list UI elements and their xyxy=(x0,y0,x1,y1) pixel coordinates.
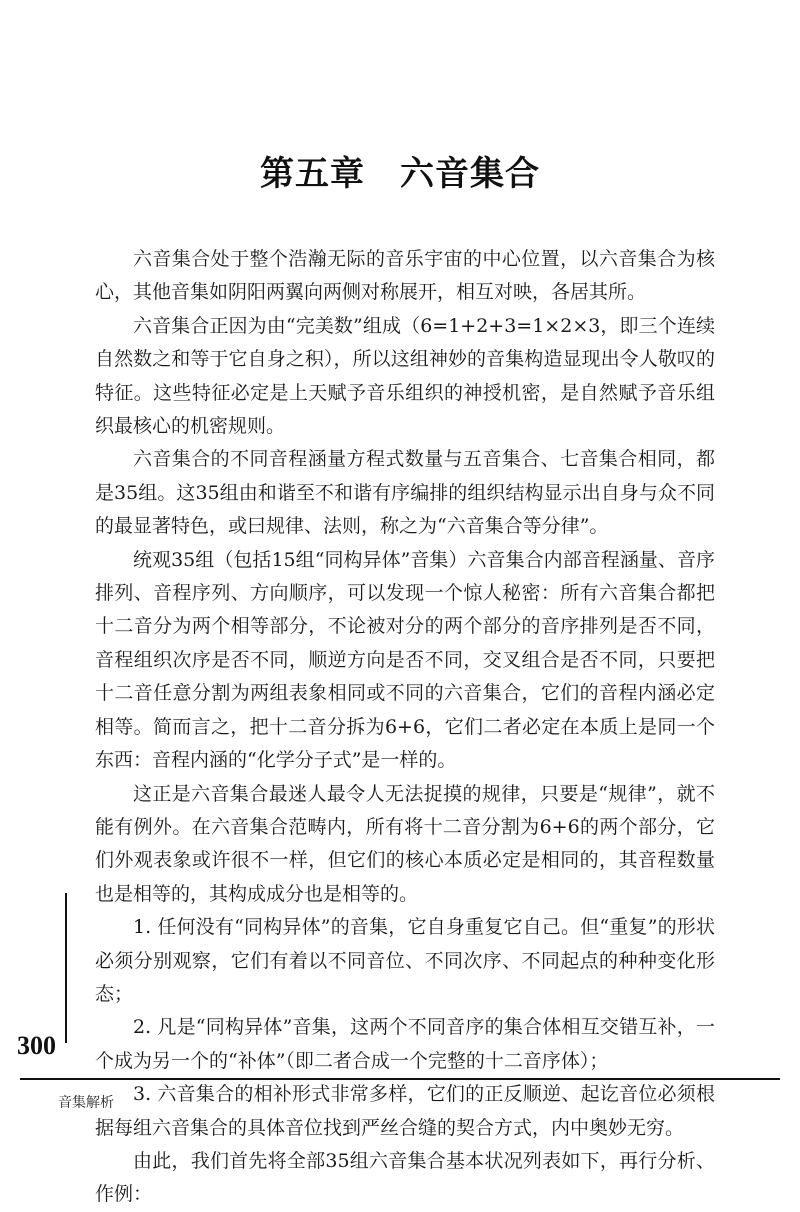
paragraph: 六音集合的不同音程涵量方程式数量与五音集合、七音集合相同，都是35组。这35组由和谐至不和谐有序编排的组织结构显示出自身与众不同的最显著特色，或曰规律、法则，称之为“六音集合等分律”。 xyxy=(95,448,715,538)
running-footer: 音集解析 xyxy=(58,1095,114,1111)
paragraph: 统观35组（包括15组“同构异体”音集）六音集合内部音程涵量、音序排列、音程序列、方向顺序，可以发现一个惊人秘密：所有六音集合都把十二音分为两个相等部分，不论被对分的两个部分的音序排列是否不同，音程组织次序是否不同，顺逆方向是否不同，交叉组合是否不同，只要把十二音任意分割为两组表象相同或不同的六音集合，它们的音程内涵必定相等。简而言之，把十二音分拆为6+6，它们二者必定在本质上是同一个东西：音程内涵的“化学分子式”是一样的。 xyxy=(95,548,715,772)
paragraph: 这正是六音集合最迷人最令人无法捉摸的规律，只要是“规律”，就不能有例外。在六音集合范畴内，所有将十二音分割为6+6的两个部分，它们外观表象或许很不一样，但它们的核心本质必定是相同的，其音程数量也是相等的，其构成成分也是相等的。 xyxy=(95,782,715,905)
paragraph: 六音集合处于整个浩瀚无际的音乐宇宙的中心位置，以六音集合为核心，其他音集如阴阳两翼向两侧对称展开，相互对映，各居其所。 xyxy=(95,248,715,304)
margin-rule xyxy=(65,893,67,1043)
paragraph: 由此，我们首先将全部35组六音集合基本状况列表如下，再行分析、作例： xyxy=(95,1149,715,1206)
list-item: 2. 凡是“同构异体”音集，这两个不同音序的集合体相互交错互补，一个成为另一个的“补体”（即二者合成一个完整的十二音序体）； xyxy=(95,1016,715,1072)
chapter-title: 第五章 六音集合 xyxy=(260,154,540,194)
page-number: 300 xyxy=(17,1031,56,1060)
paragraph: 六音集合正因为由“完美数”组成（6=1+2+3=1×2×3，即三个连续自然数之和等于它自身之积），所以这组神妙的音集构造显现出令人敬叹的特征。这些特征必定是上天赋予音乐组织的神授机密，是自然赋予音乐组织最核心的机密规则。 xyxy=(95,314,715,438)
footer-rule xyxy=(20,1078,780,1080)
list-item: 3. 六音集合的相补形式非常多样，它们的正反顺逆、起讫音位必须根据每组六音集合的具体音位找到严丝合缝的契合方式，内中奥妙无穷。 xyxy=(95,1083,715,1139)
body-text xyxy=(95,243,715,1212)
list-item: 1. 任何没有“同构异体”的音集，它自身重复它自己。但“重复”的形状必须分别观察，它们有着以不同音位、不同次序、不同起点的种种变化形态； xyxy=(95,916,715,1005)
